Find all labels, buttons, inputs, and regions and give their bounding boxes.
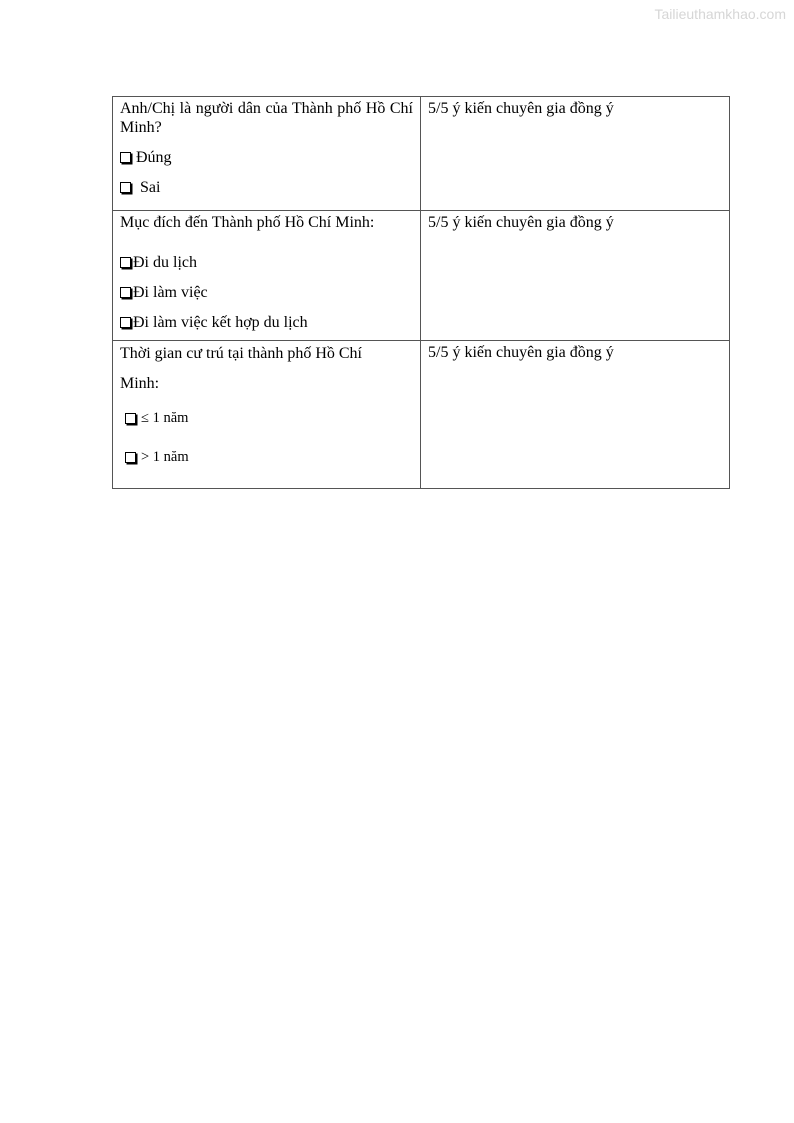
option-item[interactable] [120,448,413,467]
option-item[interactable] [120,283,413,302]
question-text: Mục đích đến Thành phố Hồ Chí Minh: [120,214,375,231]
checkbox-icon[interactable] [125,413,136,424]
expert-review-table [112,96,730,489]
option-label: Đi làm việc kết hợp du lịch [133,314,308,331]
question-cell [113,341,421,489]
table-row [113,211,730,341]
table-row [113,97,730,211]
assessment-text: 5/5 ý kiến chuyên gia đồng ý [428,214,614,231]
option-item[interactable] [120,253,413,272]
option-item[interactable] [120,178,413,197]
option-label: ≤ 1 năm [141,410,189,426]
option-label: > 1 năm [141,449,189,465]
checkbox-icon[interactable] [120,182,131,193]
watermark: Tailieuthamkhao.com [654,6,786,22]
option-label: Sai [140,179,161,196]
question-text: Anh/Chị là người dân của Thành phố Hồ Chí Minh? [120,100,413,136]
assessment-text: 5/5 ý kiến chuyên gia đồng ý [428,100,614,117]
checkbox-icon[interactable] [120,257,131,268]
checkbox-icon[interactable] [125,452,136,463]
assessment-cell [421,97,730,211]
checkbox-icon[interactable] [120,287,131,298]
table-row [113,341,730,489]
assessment-cell [421,341,730,489]
option-item[interactable] [120,409,413,428]
question-text: Thời gian cư trú tại thành phố Hồ Chí Minh: [120,345,362,392]
option-label: Đi làm việc [133,284,208,301]
checkbox-icon[interactable] [120,317,131,328]
assessment-text: 5/5 ý kiến chuyên gia đồng ý [428,344,614,361]
checkbox-icon[interactable] [120,152,131,163]
option-item[interactable] [120,148,413,167]
assessment-cell [421,211,730,341]
option-label: Đi du lịch [133,254,197,271]
option-item[interactable] [120,313,413,332]
question-cell [113,211,421,341]
question-cell [113,97,421,211]
option-label: Đúng [136,149,172,166]
